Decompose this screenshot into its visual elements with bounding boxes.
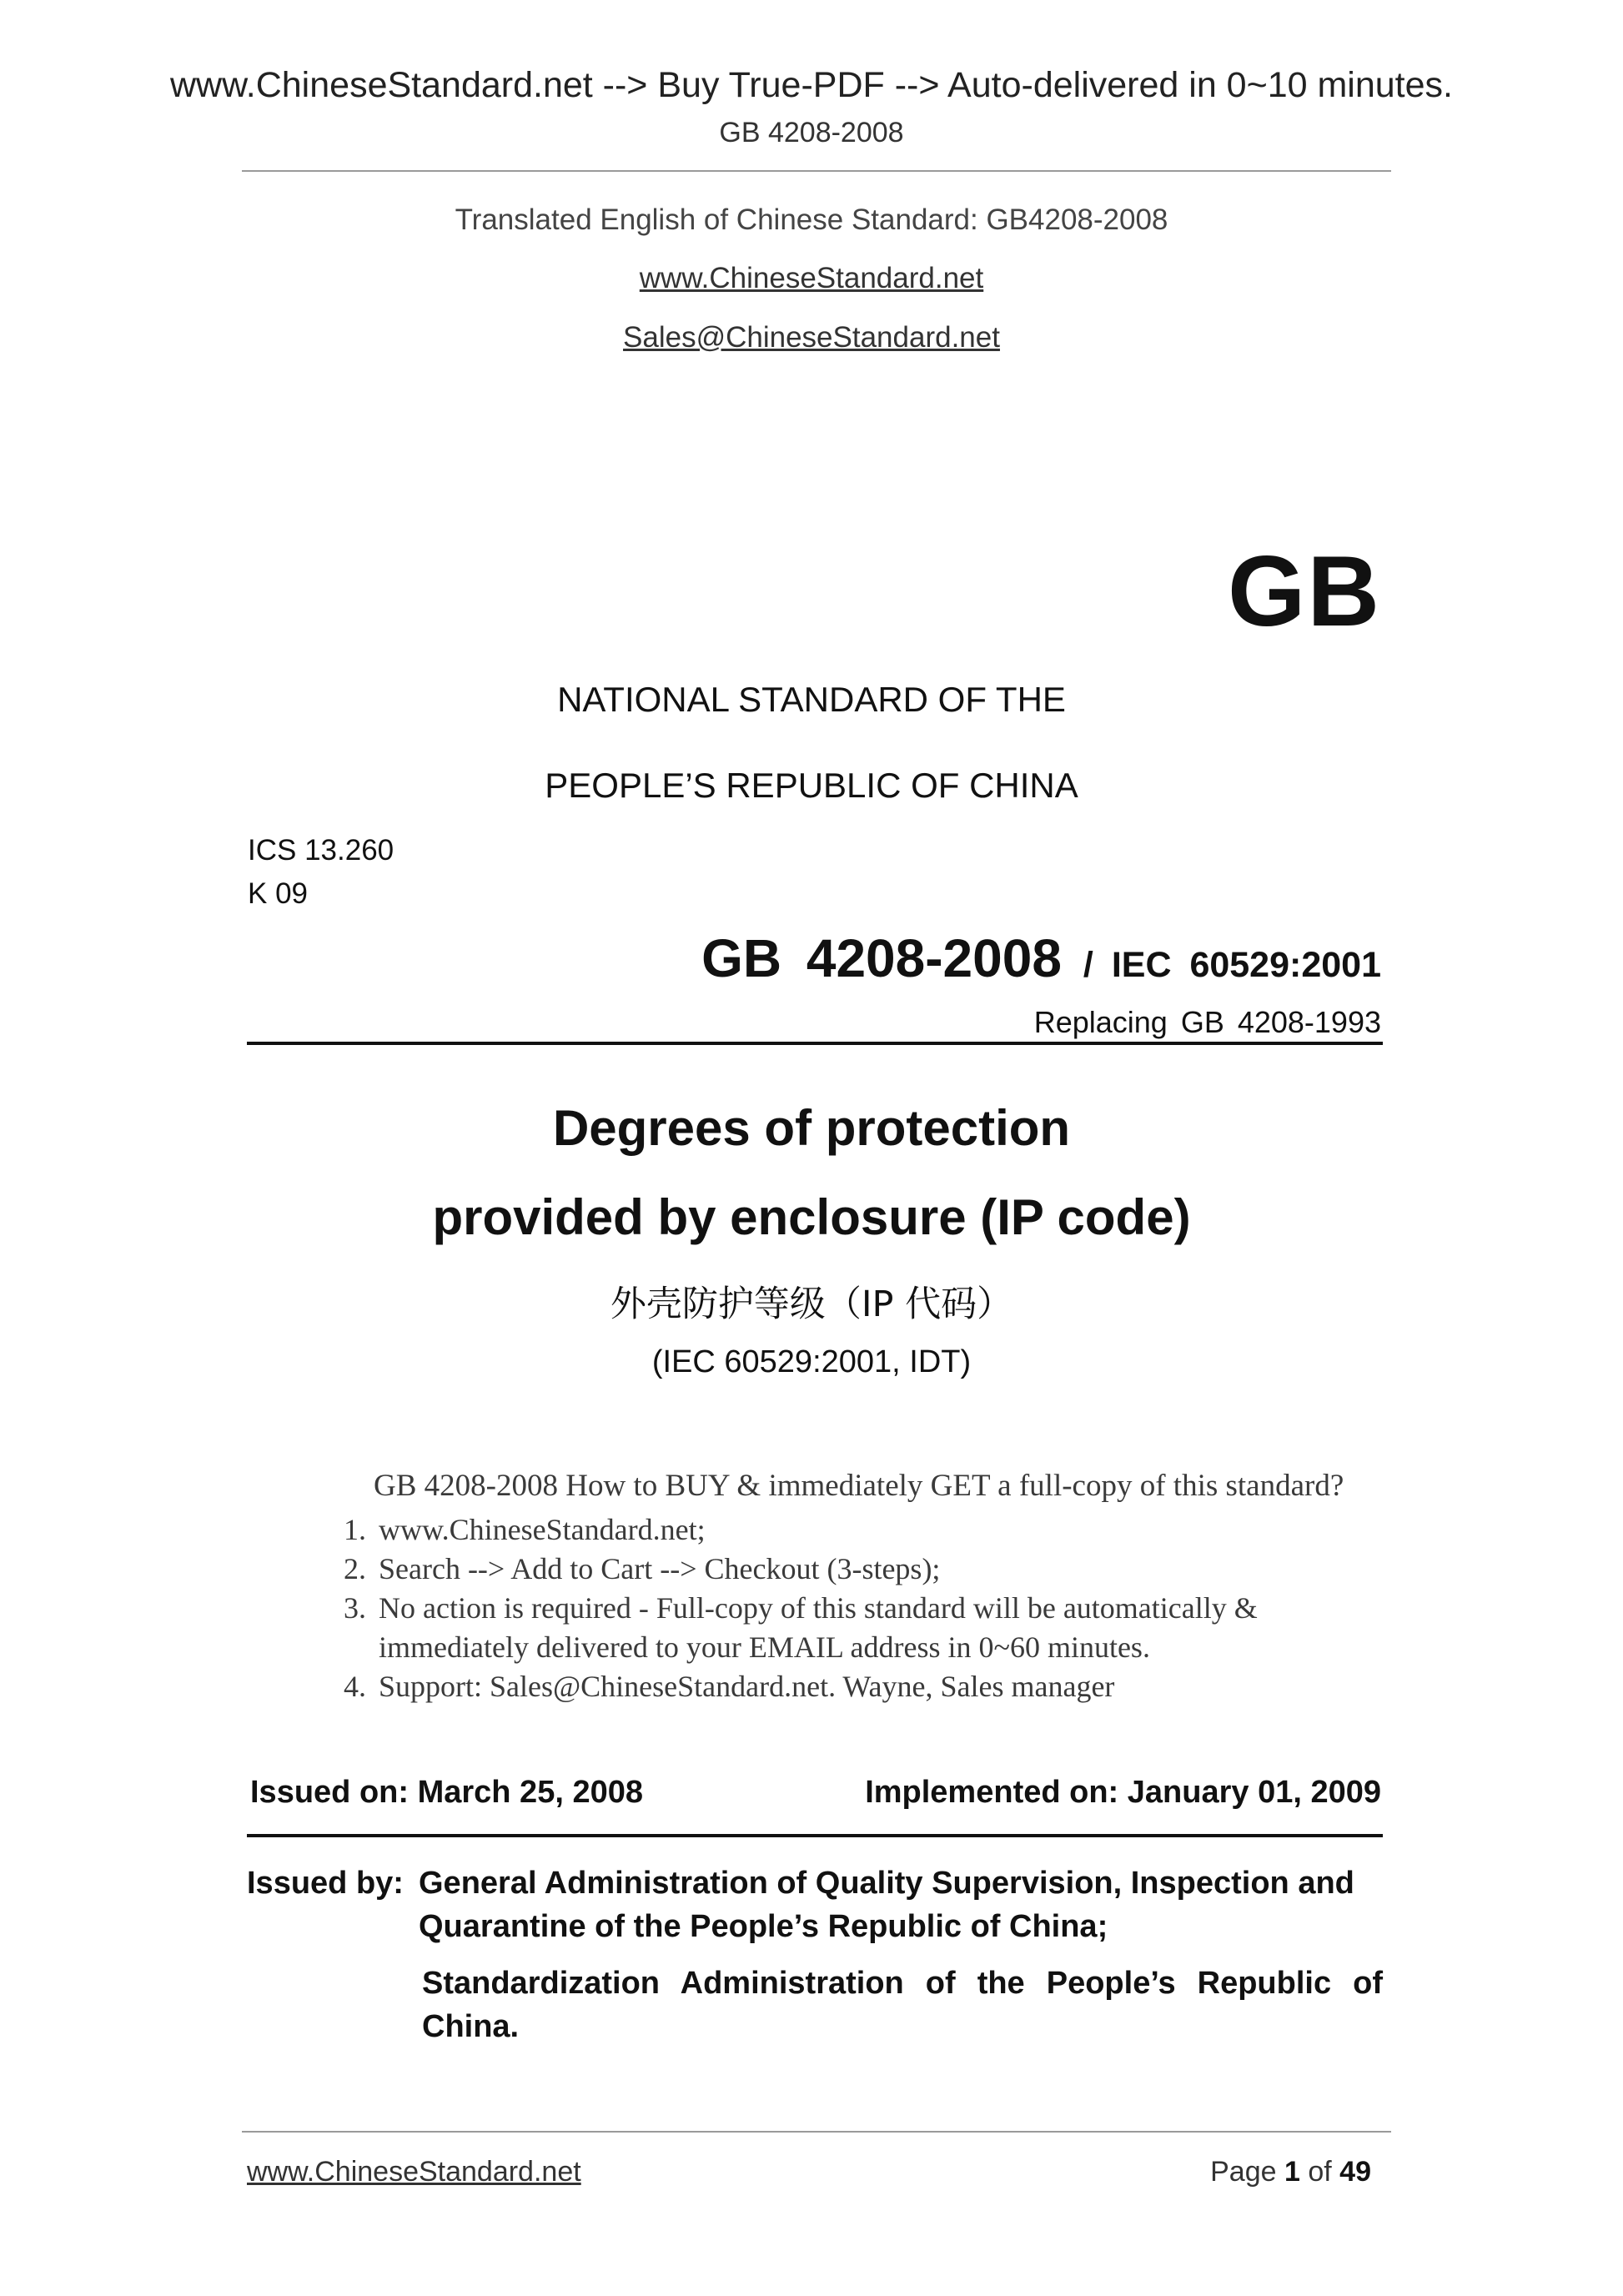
purchase-step: 4. Support: Sales@ChineseStandard.net. Wayne, Sales manager	[374, 1667, 1346, 1706]
footer-divider	[242, 2131, 1391, 2133]
document-title-line2: provided by enclosure (IP code)	[432, 1189, 1191, 1245]
page-current: 1	[1284, 2156, 1300, 2188]
purchase-steps	[334, 1510, 1346, 1706]
sales-email-link[interactable]: Sales@ChineseStandard.net	[623, 321, 1000, 354]
replacing-note: Replacing GB 4208-1993	[1033, 1005, 1381, 1039]
issued-by-label: Issued by:	[247, 1866, 404, 1901]
national-standard-line1: NATIONAL STANDARD OF THE	[557, 680, 1066, 719]
footer-url-container	[247, 2156, 581, 2188]
purchase-step: 3. No action is required - Full-copy of this standard will be automatically & immediately delivered to your EMAIL address in 0~60 minutes.	[374, 1589, 1346, 1667]
issuing-org-2: Standardization Administration of the People’s Republic of China.	[422, 1966, 1383, 2044]
standard-number-main: GB 4208-2008	[701, 928, 1062, 988]
identical-adoption-note: (IEC 60529:2001, IDT)	[651, 1344, 972, 1379]
purchase-step: 2. Search --> Add to Cart --> Checkout (3-steps);	[374, 1550, 1346, 1589]
dates-divider	[247, 1834, 1383, 1837]
national-standard-line2: PEOPLE’S REPUBLIC OF CHINA	[545, 766, 1078, 805]
standard-number	[701, 927, 1381, 989]
issued-date: Issued on: March 25, 2008	[250, 1775, 643, 1810]
ics-code: ICS 13.260	[248, 834, 394, 867]
purchase-step: 1. www.ChineseStandard.net;	[374, 1510, 1346, 1550]
issuing-org-1: General Administration of Quality Supervision, Inspection and Quarantine of the People’s Republic of China;	[419, 1866, 1354, 1944]
k-code: K 09	[248, 877, 308, 910]
standard-equivalent: / IEC 60529:2001	[1083, 945, 1381, 985]
document-title-chinese: 外壳防护等级（IP 代码）	[610, 1284, 1013, 1325]
purchase-heading: GB 4208-2008 How to BUY & immediately GET a full-copy of this standard?	[374, 1469, 1344, 1503]
header-divider	[242, 170, 1391, 172]
page-total: 49	[1339, 2156, 1371, 2188]
purchase-instructions	[334, 1468, 1346, 1706]
website-link[interactable]: www.ChineseStandard.net	[639, 262, 984, 294]
page-of: of	[1308, 2156, 1332, 2188]
page-indicator	[1210, 2156, 1371, 2188]
translated-note: Translated English of Chinese Standard: GB4208-2008	[455, 203, 1168, 236]
intro-email-line	[0, 321, 1623, 354]
title-divider-top	[247, 1042, 1383, 1045]
implemented-date: Implemented on: January 01, 2009	[865, 1775, 1381, 1810]
page-label: Page	[1210, 2156, 1277, 2188]
intro-url-line	[0, 262, 1623, 295]
gb-mark: GB	[1228, 535, 1381, 647]
footer-website-link[interactable]: www.ChineseStandard.net	[247, 2156, 581, 2188]
header-standard-code: GB 4208-2008	[719, 117, 904, 148]
header-banner: www.ChineseStandard.net --> Buy True-PDF --> Auto-delivered in 0~10 minutes.	[169, 65, 1453, 105]
document-title-line1: Degrees of protection	[552, 1100, 1071, 1156]
issued-by-section	[247, 1861, 1383, 2048]
